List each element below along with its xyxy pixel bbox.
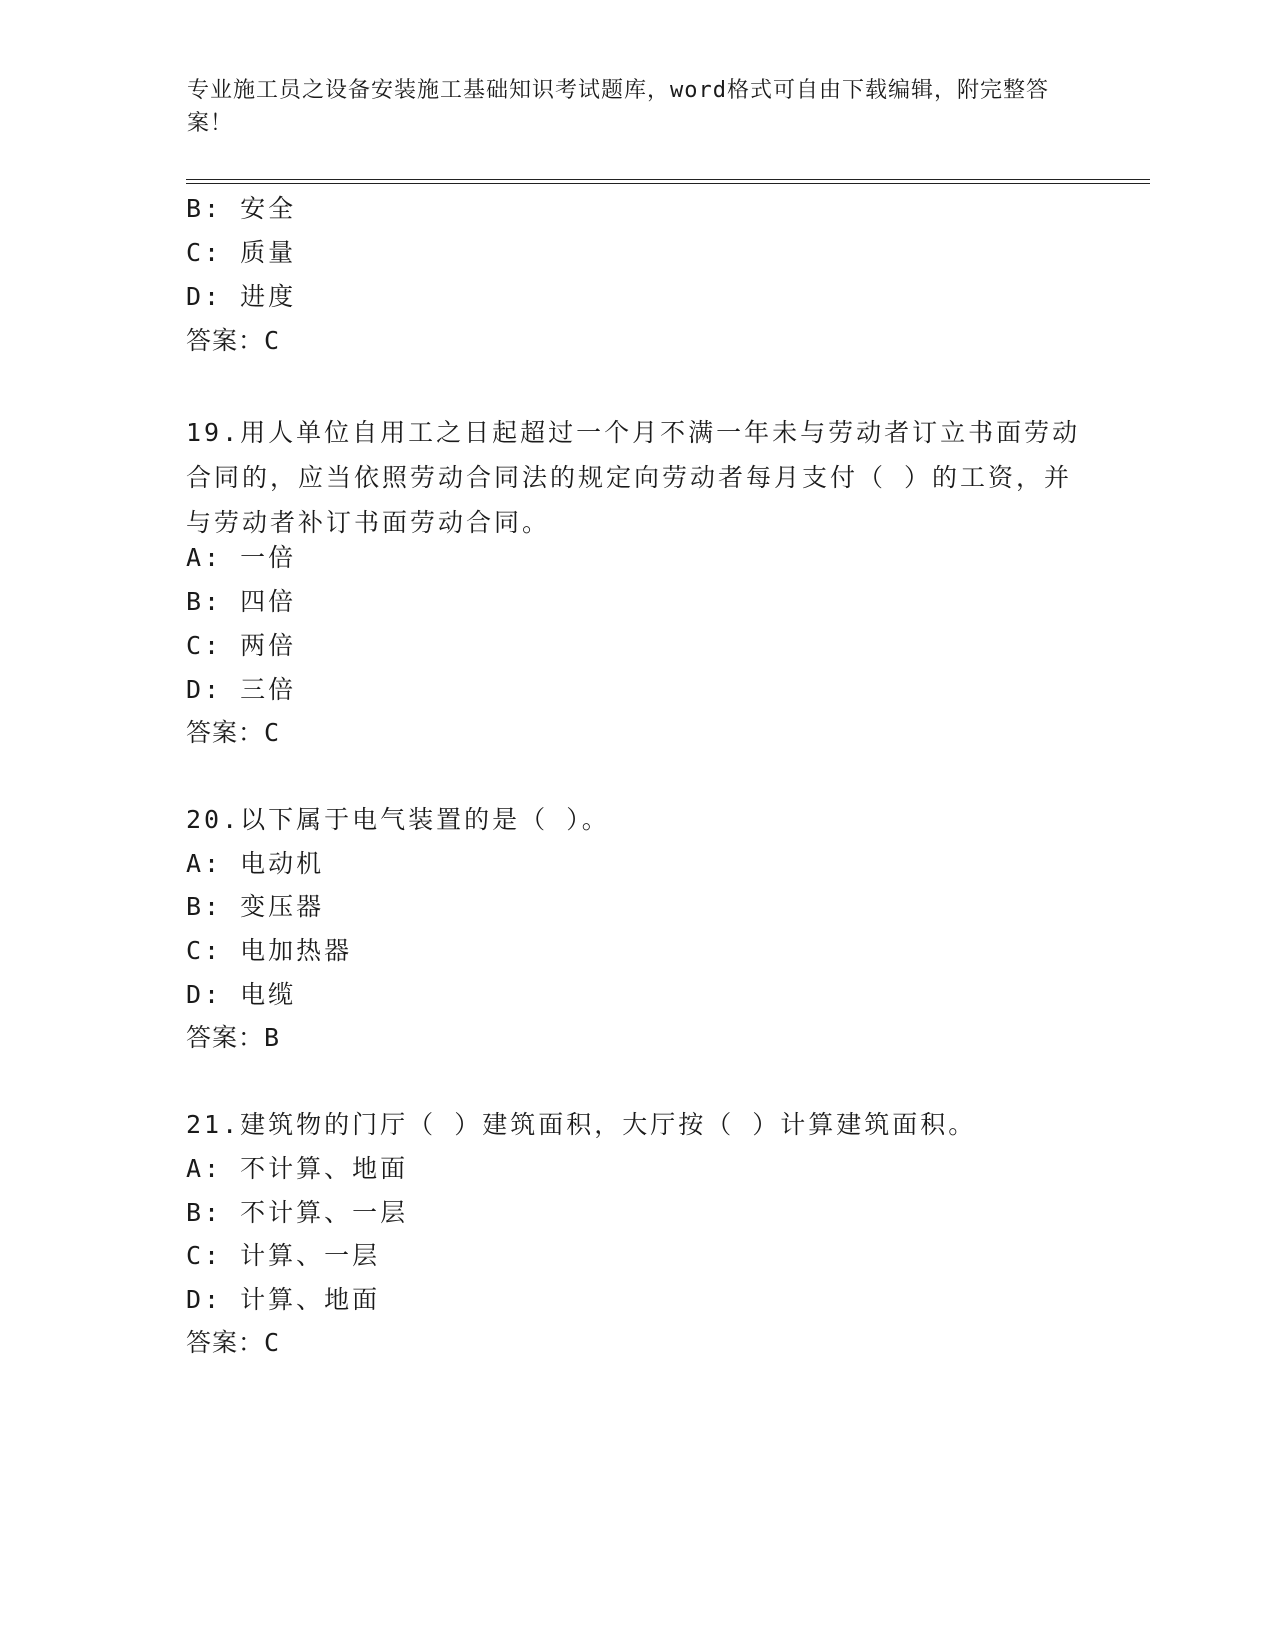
- q21-question: 21.建筑物的门厅（ ）建筑面积，大厅按（ ）计算建筑面积。: [186, 1110, 977, 1139]
- q20-answer: 答案：B: [186, 1023, 281, 1052]
- q19-question: 19.用人单位自用工之日起超过一个月不满一年未与劳动者订立书面劳动合同的，应当依照劳动合同法的规定向劳动者每月支付（ ）的工资，并与劳动者补订书面劳动合同。: [186, 418, 1081, 537]
- q19-option-a: A: 一倍: [186, 543, 297, 572]
- q18-option-b: B: 安全: [186, 194, 297, 223]
- q21-option-b: B: 不计算、一层: [186, 1198, 409, 1227]
- q21-option-c: C: 计算、一层: [186, 1241, 381, 1270]
- q20-question: 20.以下属于电气装置的是（ ）。: [186, 805, 610, 834]
- q19-option-b: B: 四倍: [186, 587, 297, 616]
- header-rule-bottom: [186, 183, 1150, 184]
- q18-option-c: C: 质量: [186, 238, 297, 267]
- q21-option-d: D: 计算、地面: [186, 1285, 381, 1314]
- q18-answer: 答案：C: [186, 326, 281, 355]
- q20-option-d: D: 电缆: [186, 980, 297, 1009]
- q20-option-a: A: 电动机: [186, 849, 325, 878]
- document-header: 专业施工员之设备安装施工基础知识考试题库，word格式可自由下载编辑，附完整答案！: [187, 78, 1049, 136]
- q21-answer: 答案：C: [186, 1328, 281, 1357]
- q18-option-d: D: 进度: [186, 282, 297, 311]
- q20-option-c: C: 电加热器: [186, 936, 353, 965]
- q20-option-b: B: 变压器: [186, 892, 325, 921]
- q21-option-a: A: 不计算、地面: [186, 1154, 409, 1183]
- q19-option-c: C: 两倍: [186, 631, 297, 660]
- header-rule-top: [186, 179, 1150, 180]
- q19-answer: 答案：C: [186, 718, 281, 747]
- q19-option-d: D: 三倍: [186, 675, 297, 704]
